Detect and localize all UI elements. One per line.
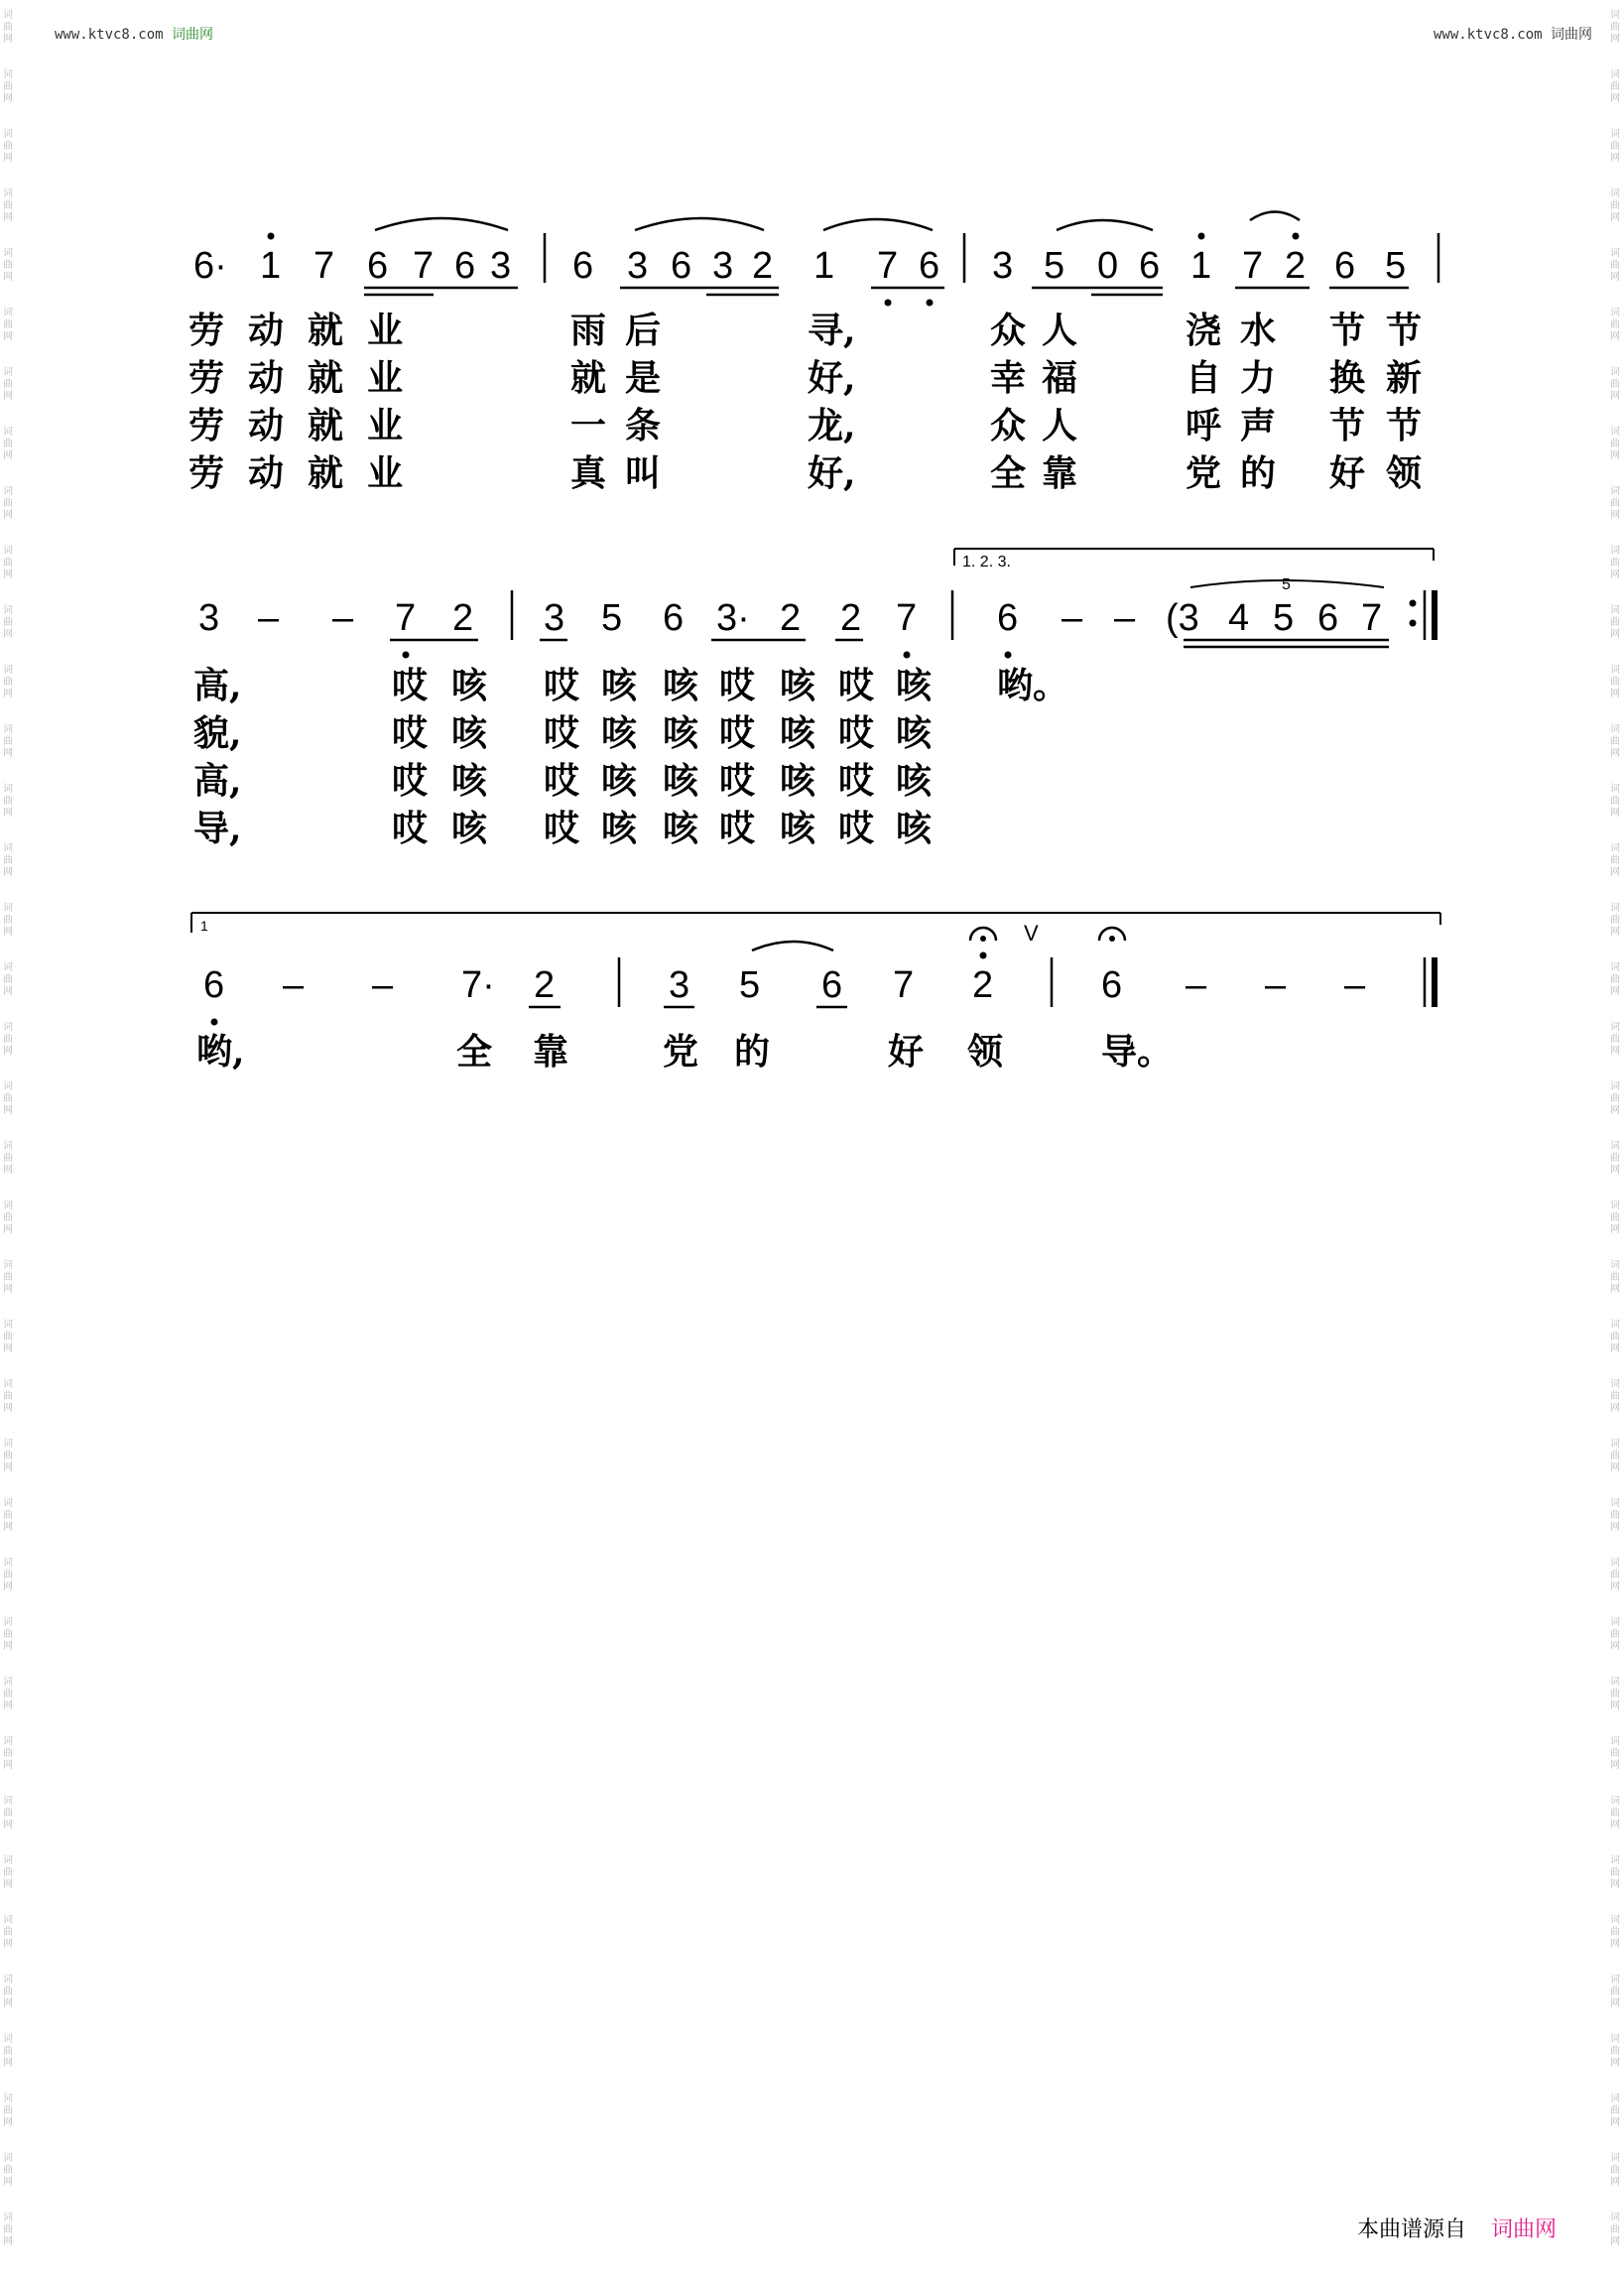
lyric-char: 众: [990, 405, 1027, 446]
lyric-char: 靠: [1042, 452, 1078, 494]
lyric-char: 劳: [188, 405, 225, 446]
watermark-text: 词曲网: [3, 1617, 13, 1652]
watermark-text: 词曲网: [3, 605, 13, 640]
footer-brand-link[interactable]: 词曲网: [1491, 2217, 1558, 2242]
watermark-text: 词曲网: [3, 2034, 13, 2069]
lyric-char: 哎: [838, 712, 875, 754]
lyric-char: 咳: [896, 808, 933, 849]
watermark-text: 词曲网: [3, 1558, 13, 1592]
lyric-char: 咳: [451, 712, 488, 754]
lyric-char: 好,: [808, 357, 856, 399]
svg-text:–: –: [1265, 964, 1287, 1006]
lyric-char: 哎: [544, 760, 580, 802]
lyric-char: 业: [367, 405, 404, 446]
svg-text:7: 7: [877, 245, 899, 287]
watermark-text: 词曲网: [1610, 962, 1620, 997]
svg-text:5: 5: [1273, 597, 1295, 639]
lyric-char: 导。: [1101, 1031, 1174, 1073]
lyric-char: 咳: [601, 712, 638, 754]
lyric-char: 咳: [601, 665, 638, 706]
svg-text:–: –: [1344, 964, 1366, 1006]
lyric-char: 哟,: [196, 1031, 245, 1073]
svg-text:5: 5: [739, 964, 761, 1006]
lyric-char: 咳: [780, 712, 816, 754]
lyric-char: 咳: [451, 808, 488, 849]
watermark-text: 词曲网: [1610, 605, 1620, 640]
svg-text:3·: 3·: [716, 597, 750, 639]
lyric-char: 哎: [544, 665, 580, 706]
watermark-text: 词曲网: [3, 367, 13, 402]
lyric-char: 咳: [663, 712, 699, 754]
watermark-text: 词曲网: [3, 1498, 13, 1533]
watermark-text: 词曲网: [3, 903, 13, 938]
svg-text:–: –: [1114, 597, 1136, 639]
lyric-char: 就: [308, 405, 344, 446]
svg-text:5: 5: [1385, 245, 1407, 287]
lyric-char: 福: [1042, 357, 1078, 399]
watermark-text: 词曲网: [1610, 10, 1620, 45]
lyric-char: 好,: [808, 452, 856, 494]
watermark-text: 词曲网: [1610, 367, 1620, 402]
watermark-text: 词曲网: [3, 1915, 13, 1950]
lyric-char: 咳: [780, 665, 816, 706]
lyric-char: 咳: [451, 665, 488, 706]
svg-text:6·: 6·: [193, 245, 227, 287]
svg-text:6: 6: [663, 597, 685, 639]
volta-label-123: 1. 2. 3.: [962, 554, 1011, 570]
lyric-char: 哎: [392, 712, 429, 754]
watermark-text: 词曲网: [1610, 665, 1620, 699]
lyric-char: 动: [248, 357, 285, 399]
site-name[interactable]: 词曲网: [172, 27, 214, 43]
lyric-char: 咳: [451, 760, 488, 802]
lyric-char: 貌,: [193, 712, 242, 754]
lyric-char: 真: [570, 452, 607, 494]
watermark-text: 词曲网: [1610, 1260, 1620, 1295]
watermark-text: 词曲网: [3, 724, 13, 759]
svg-text:3: 3: [712, 245, 734, 287]
lyric-char: 是: [625, 357, 662, 399]
watermark-text: 词曲网: [3, 427, 13, 461]
watermark-text: 词曲网: [3, 1201, 13, 1235]
svg-text:6: 6: [367, 245, 389, 287]
watermark-text: 词曲网: [1610, 1081, 1620, 1116]
lyric-char: 劳: [188, 452, 225, 494]
svg-text:–: –: [1062, 597, 1083, 639]
watermark-text: 词曲网: [3, 2153, 13, 2188]
svg-text:7: 7: [896, 597, 918, 639]
watermark-text: 词曲网: [1610, 129, 1620, 164]
footer-source: [1357, 2213, 1557, 2243]
lyric-char: 劳: [188, 357, 225, 399]
watermark-text: 词曲网: [1610, 1974, 1620, 2009]
watermark-text: 词曲网: [3, 843, 13, 878]
watermark-text: 词曲网: [1610, 2093, 1620, 2128]
watermark-text: 词曲网: [1610, 546, 1620, 580]
watermark-text: 词曲网: [1610, 486, 1620, 521]
svg-text:6: 6: [454, 245, 476, 287]
watermark-text: 词曲网: [3, 2213, 13, 2247]
watermark-text: 词曲网: [3, 2093, 13, 2128]
svg-text:6: 6: [1317, 597, 1339, 639]
svg-text:–: –: [332, 597, 354, 639]
svg-text:–: –: [258, 597, 280, 639]
watermark-text: 词曲网: [1610, 1320, 1620, 1354]
lyric-char: 全: [990, 452, 1027, 494]
lyric-char: 动: [248, 452, 285, 494]
lyric-char: 节: [1329, 310, 1366, 351]
lyric-char: 众: [990, 310, 1027, 351]
svg-text:3: 3: [992, 245, 1014, 287]
svg-text:7: 7: [1361, 597, 1383, 639]
watermark-text: 词曲网: [1610, 1796, 1620, 1831]
watermark-text: 词曲网: [1610, 1379, 1620, 1414]
lyric-char: 咳: [663, 760, 699, 802]
lyric-char: 哎: [719, 712, 756, 754]
footer-source-text: 本曲谱源自: [1357, 2217, 1467, 2242]
watermark-text: 词曲网: [3, 129, 13, 164]
watermark-text: 词曲网: [3, 1320, 13, 1354]
lyric-char: 叫: [625, 452, 662, 494]
svg-text:1: 1: [1190, 245, 1212, 287]
svg-text:7·: 7·: [461, 964, 495, 1006]
lyric-char: 换: [1329, 357, 1366, 399]
lyric-char: 的: [734, 1031, 771, 1073]
lyric-char: 咳: [780, 808, 816, 849]
svg-text:7: 7: [395, 597, 417, 639]
lyric-char: 哎: [392, 760, 429, 802]
watermark-text: 词曲网: [3, 189, 13, 223]
watermark-text: 词曲网: [3, 962, 13, 997]
svg-text:6: 6: [203, 964, 225, 1006]
lyric-char: 动: [248, 310, 285, 351]
watermark-text: 词曲网: [1610, 2034, 1620, 2069]
lyric-char: 就: [308, 357, 344, 399]
lyric-char: 业: [367, 357, 404, 399]
lyric-char: 节: [1386, 310, 1423, 351]
svg-text:1: 1: [260, 245, 282, 287]
svg-text:6: 6: [1101, 964, 1123, 1006]
lyric-char: 龙,: [808, 405, 856, 446]
watermark-text: 词曲网: [1610, 724, 1620, 759]
svg-text:0: 0: [1097, 245, 1119, 287]
lyric-char: 后: [625, 310, 662, 351]
watermark-text: 词曲网: [1610, 1915, 1620, 1950]
svg-text:6: 6: [572, 245, 594, 287]
lyric-char: 咳: [896, 712, 933, 754]
svg-text:4: 4: [1228, 597, 1250, 639]
svg-text:–: –: [1186, 964, 1207, 1006]
watermark-text: 词曲网: [3, 1855, 13, 1890]
watermark-text: 词曲网: [1610, 843, 1620, 878]
watermark-text: 词曲网: [1610, 1677, 1620, 1711]
watermark-text: 词曲网: [3, 1260, 13, 1295]
site-url[interactable]: www.ktvc8.com: [55, 27, 164, 43]
lyric-char: 水: [1240, 310, 1277, 351]
lyric-char: 哟。: [997, 665, 1069, 706]
lyric-char: 动: [248, 405, 285, 446]
svg-text:6: 6: [1334, 245, 1356, 287]
lyric-char: 哎: [544, 712, 580, 754]
lyric-char: 好: [888, 1031, 925, 1073]
breath-mark: V: [1024, 921, 1039, 946]
watermark-text: 词曲网: [3, 10, 13, 45]
lyric-char: 力: [1240, 357, 1277, 399]
svg-text:–: –: [283, 964, 305, 1006]
svg-text:(3: (3: [1166, 597, 1199, 639]
lyric-char: 幸: [990, 357, 1027, 399]
watermark-text: 词曲网: [1610, 1617, 1620, 1652]
svg-text:2: 2: [840, 597, 862, 639]
watermark-text: 词曲网: [1610, 1498, 1620, 1533]
watermark-text: 词曲网: [3, 1022, 13, 1057]
lyric-char: 寻,: [808, 310, 856, 351]
lyric-char: 业: [367, 310, 404, 351]
lyric-char: 哎: [838, 760, 875, 802]
lyric-char: 靠: [533, 1031, 569, 1073]
svg-text:7: 7: [413, 245, 435, 287]
watermark-text: 词曲网: [3, 69, 13, 104]
svg-text:2: 2: [1285, 245, 1307, 287]
lyric-char: 哎: [838, 808, 875, 849]
tuplet-label: 5: [1282, 576, 1291, 593]
watermark-text: 词曲网: [1610, 1141, 1620, 1176]
lyric-char: 人: [1042, 405, 1078, 446]
svg-text:1: 1: [813, 245, 835, 287]
watermark-text: 词曲网: [3, 546, 13, 580]
svg-text:6: 6: [1139, 245, 1161, 287]
svg-text:7: 7: [1242, 245, 1264, 287]
lyric-char: 咳: [663, 665, 699, 706]
lyric-char: 就: [570, 357, 607, 399]
watermark-text: 词曲网: [1610, 1022, 1620, 1057]
lyric-char: 咳: [896, 665, 933, 706]
svg-text:7: 7: [893, 964, 915, 1006]
svg-text:3: 3: [544, 597, 565, 639]
lyric-char: 自: [1186, 357, 1222, 399]
lyric-char: 全: [456, 1031, 493, 1073]
lyric-char: 咳: [663, 808, 699, 849]
lyric-char: 咳: [780, 760, 816, 802]
lyric-char: 哎: [392, 665, 429, 706]
lyric-char: 党: [663, 1031, 699, 1073]
lyric-char: 哎: [719, 808, 756, 849]
watermark-text: 词曲网: [3, 1439, 13, 1473]
svg-text:6: 6: [919, 245, 940, 287]
watermark-text: 词曲网: [3, 308, 13, 342]
svg-text:2: 2: [534, 964, 556, 1006]
watermark-text: 词曲网: [1610, 1855, 1620, 1890]
svg-text:–: –: [372, 964, 394, 1006]
lyric-char: 人: [1042, 310, 1078, 351]
svg-text:3: 3: [669, 964, 690, 1006]
lyric-char: 咳: [601, 808, 638, 849]
svg-text:2: 2: [452, 597, 474, 639]
lyric-char: 呼: [1186, 405, 1222, 446]
watermark-text: 词曲网: [1610, 427, 1620, 461]
watermark-text: 词曲网: [1610, 189, 1620, 223]
lyric-char: 业: [367, 452, 404, 494]
watermark-text: 词曲网: [3, 1379, 13, 1414]
watermark-text: 词曲网: [1610, 2213, 1620, 2247]
watermark-text: 词曲网: [3, 1081, 13, 1116]
lyric-char: 条: [625, 405, 662, 446]
lyric-char: 浇: [1186, 310, 1222, 351]
lyric-char: 一: [570, 405, 607, 446]
lyric-char: 党: [1186, 452, 1222, 494]
lyric-char: 的: [1240, 452, 1277, 494]
svg-text:7: 7: [313, 245, 335, 287]
volta-label-1: 1: [200, 918, 208, 934]
site-url[interactable]: www.ktvc8.com: [1434, 27, 1543, 43]
svg-text:5: 5: [601, 597, 623, 639]
watermark-text: 词曲网: [3, 784, 13, 819]
lyric-char: 节: [1329, 405, 1366, 446]
watermark-text: 词曲网: [3, 665, 13, 699]
lyric-char: 好: [1329, 452, 1366, 494]
watermark-text: 词曲网: [1610, 1736, 1620, 1771]
watermark-text: 词曲网: [3, 248, 13, 283]
watermark-text: 词曲网: [3, 1677, 13, 1711]
svg-text:3: 3: [198, 597, 220, 639]
site-name: 词曲网: [1551, 27, 1593, 43]
watermark-text: 词曲网: [3, 486, 13, 521]
lyric-char: 就: [308, 452, 344, 494]
watermark-text: 词曲网: [3, 1796, 13, 1831]
lyric-char: 导,: [193, 808, 242, 849]
watermark-text: 词曲网: [1610, 1439, 1620, 1473]
lyric-char: 新: [1386, 357, 1423, 399]
lyric-char: 咳: [896, 760, 933, 802]
lyric-char: 领: [1386, 452, 1423, 494]
lyric-char: 哎: [838, 665, 875, 706]
watermark-text: 词曲网: [1610, 784, 1620, 819]
watermark-text: 词曲网: [1610, 2153, 1620, 2188]
svg-text:2: 2: [752, 245, 774, 287]
lyric-char: 声: [1240, 405, 1277, 446]
watermark-text: 词曲网: [1610, 903, 1620, 938]
svg-text:6: 6: [997, 597, 1019, 639]
watermark-text: 词曲网: [3, 1141, 13, 1176]
watermark-text: 词曲网: [3, 1736, 13, 1771]
watermark-text: 词曲网: [1610, 1201, 1620, 1235]
lyric-char: 雨: [570, 310, 607, 351]
lyric-char: 高,: [193, 665, 242, 706]
svg-text:6: 6: [821, 964, 843, 1006]
watermark-text: 词曲网: [3, 1974, 13, 2009]
lyric-char: 就: [308, 310, 344, 351]
svg-text:2: 2: [972, 964, 994, 1006]
svg-text:3: 3: [627, 245, 649, 287]
svg-text:5: 5: [1044, 245, 1065, 287]
watermark-text: 词曲网: [1610, 69, 1620, 104]
svg-text:6: 6: [671, 245, 692, 287]
svg-text:3: 3: [490, 245, 512, 287]
watermark-text: 词曲网: [1610, 248, 1620, 283]
lyric-char: 劳: [188, 310, 225, 351]
lyric-char: 哎: [719, 665, 756, 706]
lyric-char: 高,: [193, 760, 242, 802]
lyric-char: 咳: [601, 760, 638, 802]
lyric-char: 节: [1386, 405, 1423, 446]
lyric-char: 哎: [392, 808, 429, 849]
watermark-text: 词曲网: [1610, 1558, 1620, 1592]
lyric-char: 哎: [544, 808, 580, 849]
lyric-char: 领: [967, 1031, 1004, 1073]
watermark-text: 词曲网: [1610, 308, 1620, 342]
lyric-char: 哎: [719, 760, 756, 802]
svg-text:2: 2: [780, 597, 802, 639]
